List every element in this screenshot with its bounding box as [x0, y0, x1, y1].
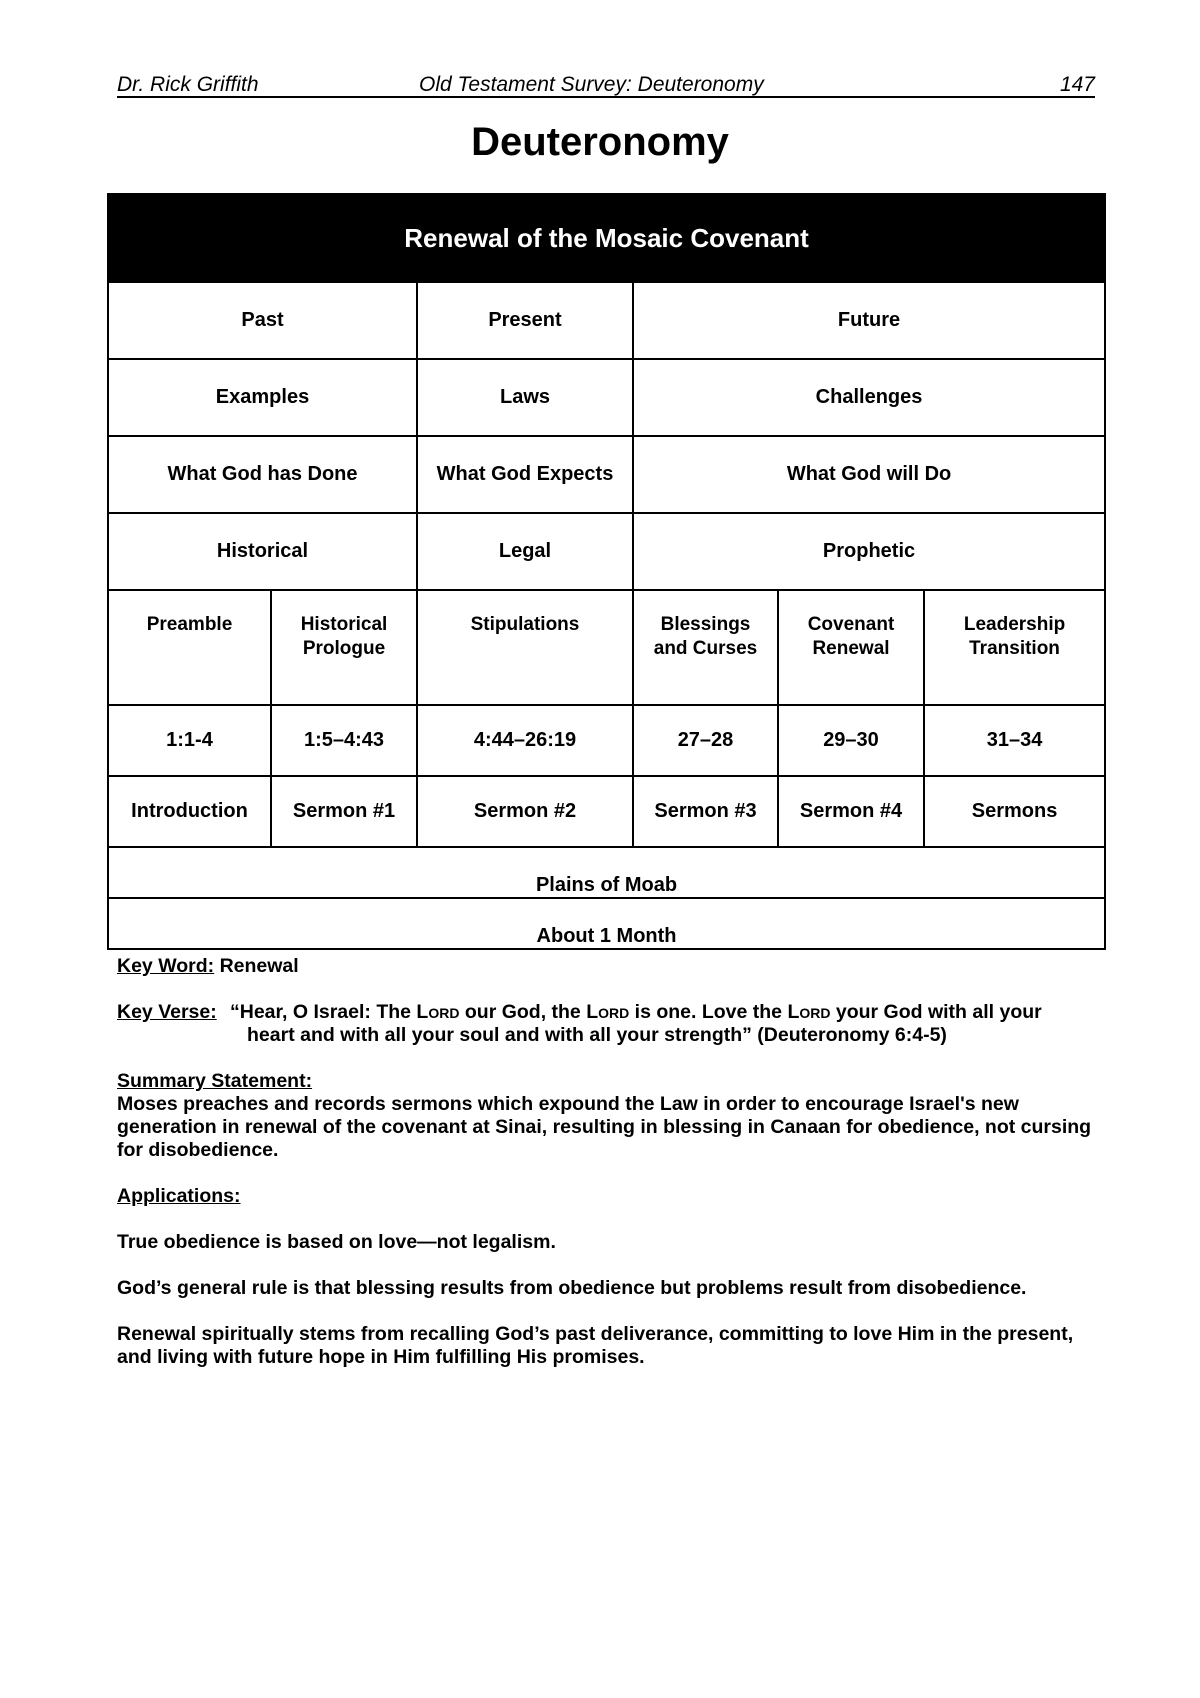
- section-name-cell: [924, 590, 1105, 705]
- key-verse-text: [230, 1001, 1102, 1047]
- section-sermon-cell: Sermons: [924, 776, 1105, 847]
- section-name-cell: [778, 590, 924, 705]
- document-body: [117, 955, 1102, 1392]
- chart-banner-row: [108, 194, 1105, 282]
- chart-cell: Future: [633, 282, 1105, 359]
- section-sermon-cell: Sermon #2: [417, 776, 633, 847]
- header-author: Dr. Rick Griffith: [117, 73, 259, 96]
- section-name-line: Covenant: [807, 614, 895, 635]
- section-name-line: Preamble: [146, 614, 233, 635]
- section-ref-cell: 1:5–4:43: [271, 705, 417, 776]
- summary-text: Moses preaches and records sermons which expound the Law in order to encourage Israel's new generation in renewal of the covenant at Sinai, resulting in blessing in Canaan for obedience, not cursing for disobedience.: [117, 1093, 1092, 1161]
- chart-row-sections: [108, 590, 1105, 705]
- key-verse-fragment: is one. Love the: [629, 1001, 788, 1023]
- chart-location-cell: Plains of Moab: [108, 847, 1105, 898]
- section-sermon-cell: Sermon #4: [778, 776, 924, 847]
- chart-cell: Present: [417, 282, 633, 359]
- overview-chart-table: [107, 193, 1106, 950]
- chart-cell: Examples: [108, 359, 417, 436]
- chart-cell: What God will Do: [633, 436, 1105, 513]
- section-name-cell: [271, 590, 417, 705]
- section-ref-cell: 1:1-4: [108, 705, 271, 776]
- chart-cell: Prophetic: [633, 513, 1105, 590]
- chart-cell: What God Expects: [417, 436, 633, 513]
- chart-cell: Challenges: [633, 359, 1105, 436]
- section-sermon-cell: Sermon #3: [633, 776, 778, 847]
- key-verse-fragment: our God, the: [459, 1001, 587, 1023]
- section-name-line: Historical: [300, 614, 388, 635]
- section-name-cell: [633, 590, 778, 705]
- key-verse-label: Key Verse:: [117, 1001, 217, 1023]
- lord-small-caps: Lord: [787, 1001, 831, 1023]
- chart-cell: What God has Done: [108, 436, 417, 513]
- key-verse-label-wrap: [117, 1001, 230, 1047]
- section-ref-cell: 31–34: [924, 705, 1105, 776]
- section-name-line: Stipulations: [470, 614, 580, 635]
- chart-duration-cell: About 1 Month: [108, 898, 1105, 949]
- page-header: [117, 70, 1095, 98]
- chart-cell: Legal: [417, 513, 633, 590]
- section-sermon-cell: Introduction: [108, 776, 271, 847]
- section-name-line: Renewal: [812, 638, 890, 659]
- chart-row-god: [108, 436, 1105, 513]
- key-verse-paragraph: [117, 1001, 1102, 1047]
- section-sermon-cell: Sermon #1: [271, 776, 417, 847]
- section-name-line: Blessings: [660, 614, 751, 635]
- chart-cell: Past: [108, 282, 417, 359]
- chart-cell: Historical: [108, 513, 417, 590]
- applications-label: Applications:: [117, 1185, 241, 1207]
- page-title: Deuteronomy: [471, 120, 729, 164]
- key-word-label: Key Word:: [117, 955, 215, 977]
- key-verse-fragment: “Hear, O Israel: The: [230, 1001, 417, 1023]
- section-name-cell: [108, 590, 271, 705]
- chart-row-location: [108, 847, 1105, 898]
- chart-row-sermons: [108, 776, 1105, 847]
- summary-paragraph: [117, 1070, 1102, 1162]
- chart-row-duration: [108, 898, 1105, 949]
- chart-row-content: [108, 359, 1105, 436]
- header-page-number: 147: [1059, 73, 1095, 96]
- key-word-paragraph: [117, 955, 1102, 978]
- section-name-line: Prologue: [302, 638, 386, 659]
- chart-banner: Renewal of the Mosaic Covenant: [108, 194, 1105, 282]
- section-name-line: and Curses: [653, 638, 758, 659]
- chart-row-references: [108, 705, 1105, 776]
- key-word-value: Renewal: [219, 955, 299, 977]
- key-verse-line-2: heart and with all your soul and with all your strength” (Deuteronomy 6:4-5): [247, 1024, 947, 1046]
- section-name-line: Leadership: [963, 614, 1066, 635]
- section-ref-cell: 4:44–26:19: [417, 705, 633, 776]
- application-item: True obedience is based on love—not legalism.: [117, 1231, 556, 1253]
- section-ref-cell: 27–28: [633, 705, 778, 776]
- chart-row-genre: [108, 513, 1105, 590]
- chart-row-time: [108, 282, 1105, 359]
- chart-cell: Laws: [417, 359, 633, 436]
- section-ref-cell: 29–30: [778, 705, 924, 776]
- lord-small-caps: Lord: [586, 1001, 630, 1023]
- lord-small-caps: Lord: [416, 1001, 460, 1023]
- header-course-title: Old Testament Survey: Deuteronomy: [419, 73, 764, 96]
- section-name-cell: [417, 590, 633, 705]
- application-item: God’s general rule is that blessing results from obedience but problems result from disobedience.: [117, 1277, 1027, 1299]
- application-item: Renewal spiritually stems from recalling God’s past deliverance, committing to love Him in the present, and living with future hope in Him fulfilling His promises.: [117, 1323, 1074, 1368]
- key-verse-fragment: your God with all your: [830, 1001, 1042, 1023]
- summary-label: Summary Statement:: [117, 1070, 313, 1092]
- section-name-line: Transition: [969, 638, 1060, 659]
